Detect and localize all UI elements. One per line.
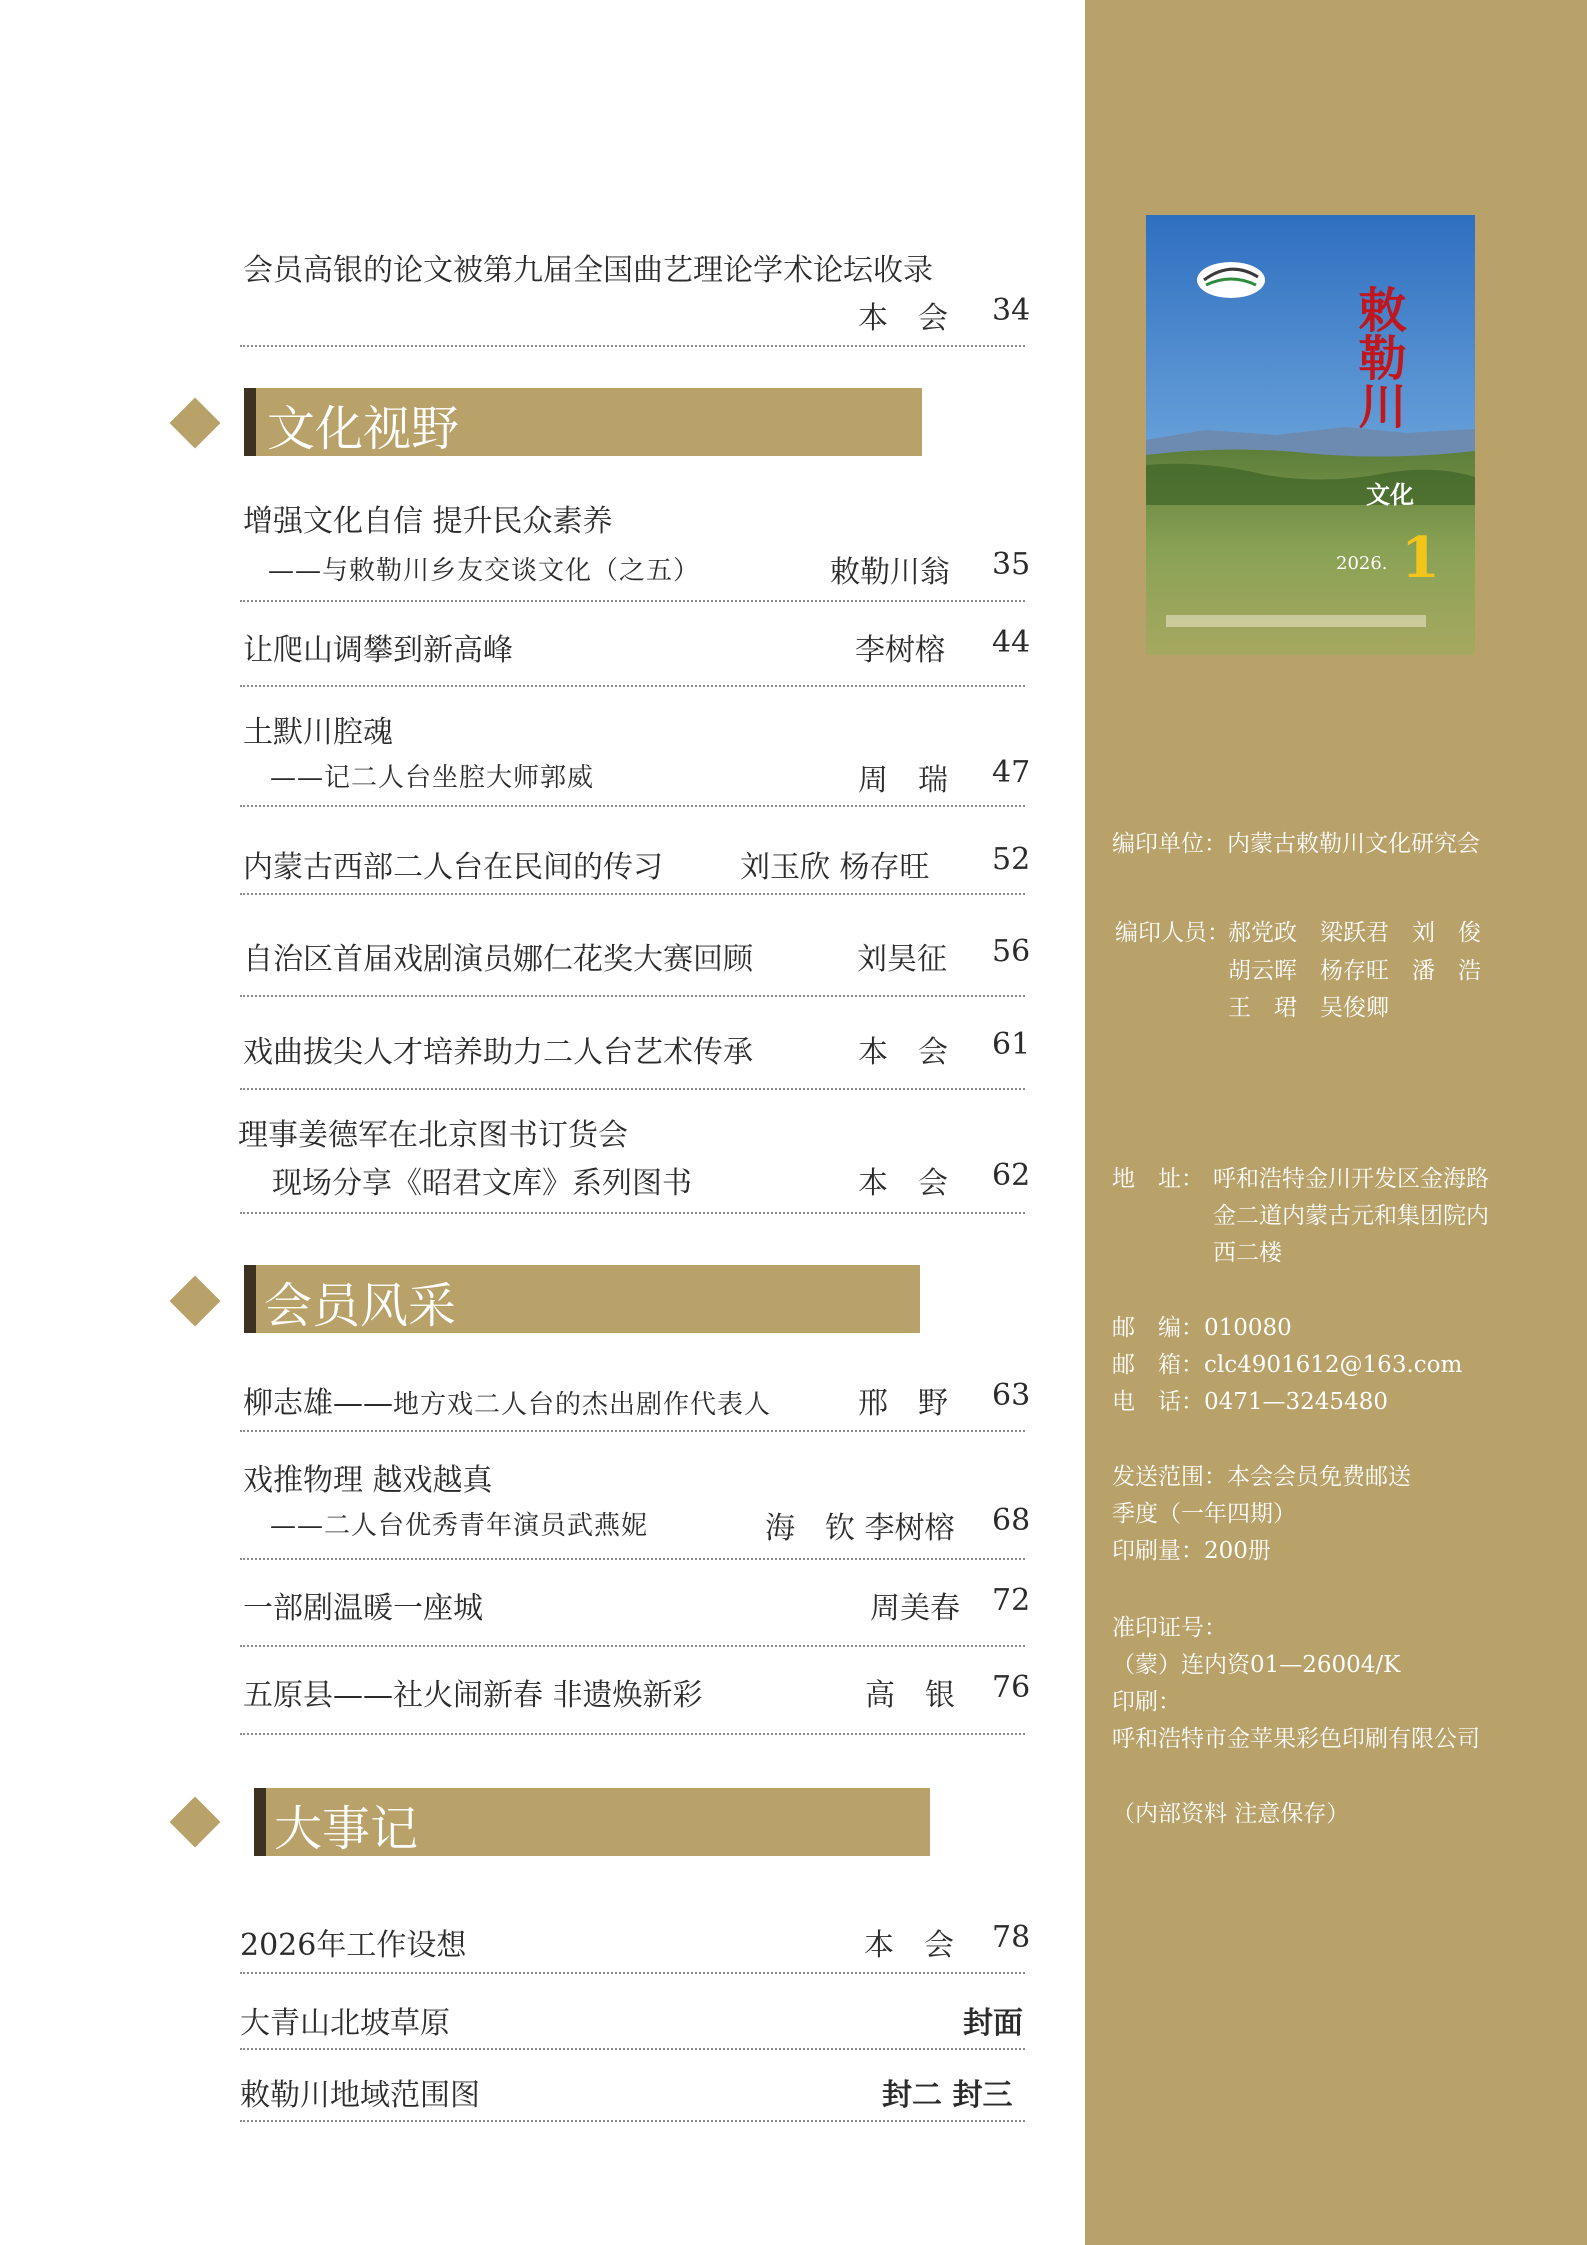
- publisher-info: 编印单位：内蒙古敕勒川文化研究会: [1112, 831, 1480, 857]
- toc-entry-author: 李树榕: [855, 633, 945, 668]
- internal-note: （内部资料 注意保存）: [1112, 1801, 1350, 1827]
- toc-entry-title[interactable]: 土默川腔魂: [243, 715, 393, 750]
- dotted-divider: [240, 345, 1025, 347]
- staff-row-3: 王 珺 吴俊卿: [1228, 995, 1389, 1021]
- toc-entry-title[interactable]: 让爬山调攀到新高峰: [243, 633, 513, 668]
- cover-year: 2026.: [1336, 553, 1388, 574]
- toc-entry-author: 周 瑞: [858, 763, 948, 798]
- toc-entry-author: 邢 野: [858, 1386, 948, 1421]
- toc-entry-title[interactable]: 戏曲拔尖人才培养助力二人台艺术传承: [243, 1035, 753, 1070]
- toc-entry-page: 35: [992, 547, 1031, 582]
- address-row-3: 西二楼: [1213, 1240, 1282, 1266]
- address-label: 地 址：: [1112, 1166, 1204, 1192]
- toc-entry-title[interactable]: 内蒙古西部二人台在民间的传习: [243, 850, 663, 885]
- section-diamond-icon: [170, 1797, 221, 1848]
- toc-entry-title[interactable]: 五原县——社火闹新春 非遗焕新彩: [243, 1678, 703, 1713]
- permit-number: （蒙）连内资01—26004/K: [1112, 1652, 1401, 1678]
- dotted-divider: [240, 1430, 1025, 1432]
- toc-entry-author: 周美春: [870, 1591, 960, 1626]
- dotted-divider: [240, 1645, 1025, 1647]
- dotted-divider: [240, 1733, 1025, 1735]
- section-title: 大事记: [274, 1801, 419, 1857]
- section-title: 会员风采: [264, 1278, 457, 1334]
- toc-entry-author: 海 钦 李树榕: [765, 1511, 955, 1546]
- dotted-divider: [240, 1972, 1025, 1974]
- toc-entry-page: 78: [992, 1920, 1031, 1955]
- dotted-divider: [240, 600, 1025, 602]
- permit-label: 准印证号：: [1112, 1615, 1227, 1641]
- dotted-divider: [240, 2048, 1025, 2050]
- dotted-divider: [240, 1212, 1025, 1214]
- email: 邮 箱：clc4901612@163.com: [1112, 1352, 1463, 1378]
- toc-entry-author: 本 会: [858, 1035, 948, 1070]
- toc-entry-title[interactable]: 增强文化自信 提升民众素养: [243, 504, 613, 539]
- toc-entry-author: 本 会: [858, 1166, 948, 1201]
- staff-label: 编印人员：: [1115, 920, 1230, 946]
- section-diamond-icon: [170, 398, 221, 449]
- phone: 电 话：0471—3245480: [1112, 1389, 1388, 1415]
- toc-entry-author: 高 银: [865, 1678, 955, 1713]
- toc-entry-title[interactable]: 理事姜德军在北京图书订货会: [238, 1118, 628, 1153]
- address-row-1: 呼和浩特金川开发区金海路: [1213, 1166, 1489, 1192]
- toc-entry-page: 47: [992, 755, 1031, 790]
- toc-entry-title[interactable]: 戏推物理 越戏越真: [243, 1463, 493, 1498]
- toc-entry-page: 63: [992, 1378, 1031, 1413]
- toc-entry-page: 72: [992, 1583, 1031, 1618]
- toc-entry-subtitle: 现场分享《昭君文库》系列图书: [272, 1166, 692, 1201]
- toc-entry-subtitle: ——与敕勒川乡友交谈文化（之五）: [268, 556, 701, 586]
- toc-entry-title[interactable]: 会员高银的论文被第九届全国曲艺理论学术论坛收录: [243, 253, 933, 288]
- toc-entry-title[interactable]: 自治区首届戏剧演员娜仁花奖大赛回顾: [243, 942, 753, 977]
- toc-entry-subtitle: ——记二人台坐腔大师郭威: [270, 763, 595, 793]
- staff-row-2: 胡云晖 杨存旺 潘 浩: [1228, 958, 1481, 984]
- print-run: 印刷量：200册: [1112, 1538, 1271, 1564]
- toc-entry-page: 封面: [963, 2006, 1023, 2041]
- printer-label: 印刷：: [1112, 1689, 1181, 1715]
- staff-row-1: 郝党政 梁跃君 刘 俊: [1228, 920, 1481, 946]
- dotted-divider: [240, 995, 1025, 997]
- toc-entry-author: 刘昊征: [857, 942, 947, 977]
- toc-entry-page: 56: [992, 934, 1031, 969]
- address-row-2: 金二道内蒙古元和集团院内: [1213, 1203, 1489, 1229]
- toc-entry-author: 刘玉欣 杨存旺: [740, 850, 930, 885]
- toc-entry-title[interactable]: 敕勒川地域范围图: [240, 2078, 480, 2113]
- toc-entry-page: 76: [992, 1670, 1031, 1705]
- dotted-divider: [240, 1088, 1025, 1090]
- cover-title: 敕勒川: [1350, 285, 1406, 429]
- toc-entry-page: 68: [992, 1503, 1031, 1538]
- dotted-divider: [240, 893, 1025, 895]
- frequency: 季度（一年四期）: [1112, 1501, 1296, 1527]
- toc-entry-author: 敕勒川翁: [830, 555, 950, 590]
- postcode: 邮 编：010080: [1112, 1315, 1292, 1341]
- toc-entry-page: 44: [992, 625, 1031, 660]
- toc-entry-page: 52: [992, 842, 1031, 877]
- dotted-divider: [240, 2120, 1025, 2122]
- section-title: 文化视野: [267, 401, 460, 457]
- toc-entry-subtitle: ——二人台优秀青年演员武燕妮: [270, 1511, 649, 1541]
- toc-entry-title: 柳志雄——: [243, 1386, 393, 1421]
- toc-entry-title[interactable]: 2026年工作设想: [240, 1928, 467, 1963]
- dotted-divider: [240, 805, 1025, 807]
- toc-entry-page: 61: [992, 1027, 1031, 1062]
- toc-entry-subtitle: 地方戏二人台的杰出剧作代表人: [393, 1390, 772, 1420]
- toc-entry-page: 62: [992, 1158, 1031, 1193]
- cover-issue-number: 1: [1401, 525, 1440, 591]
- section-diamond-icon: [170, 1276, 221, 1327]
- cover-subtitle: 文化: [1366, 480, 1414, 509]
- distribution: 发送范围：本会会员免费邮送: [1112, 1464, 1411, 1490]
- toc-entry-author: 本 会: [858, 301, 948, 336]
- dotted-divider: [240, 1558, 1025, 1560]
- toc-entry-title[interactable]: 大青山北坡草原: [240, 2006, 450, 2041]
- toc-entry-title[interactable]: 一部剧温暖一座城: [243, 1591, 483, 1626]
- toc-entry-page: 34: [992, 293, 1031, 328]
- toc-entry[interactable]: [243, 1378, 771, 1422]
- toc-entry-page: 封二 封三: [882, 2078, 1013, 2113]
- magazine-cover: [1146, 215, 1475, 655]
- dotted-divider: [240, 685, 1025, 687]
- printer-name: 呼和浩特市金苹果彩色印刷有限公司: [1112, 1726, 1480, 1752]
- toc-entry-author: 本 会: [864, 1928, 954, 1963]
